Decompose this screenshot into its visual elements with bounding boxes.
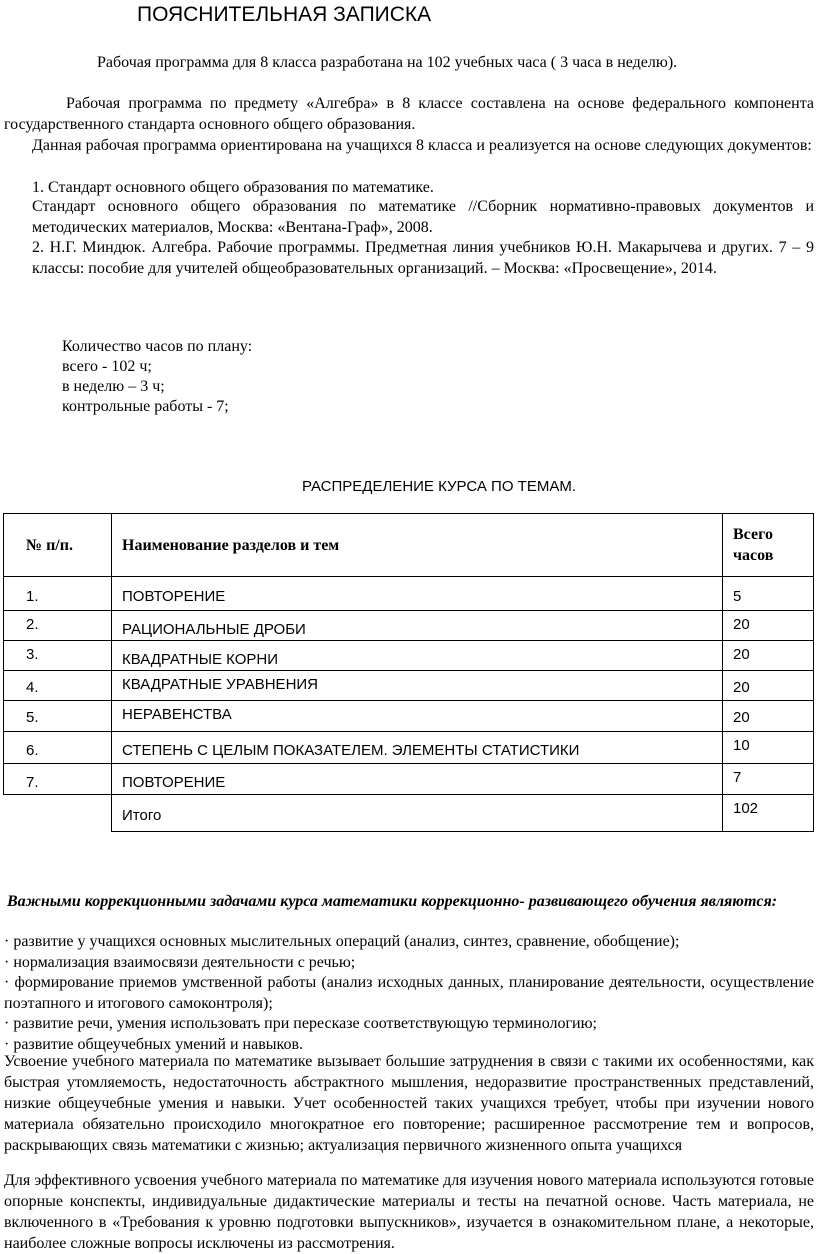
row-hours: 20: [723, 641, 814, 671]
hours-weekly: в неделю – 3 ч;: [62, 378, 165, 395]
row-section: КВАДРАТНЫЕ КОРНИ: [112, 641, 723, 671]
intro-line: Рабочая программа для 8 класса разработана на 102 учебных часа ( 3 часа в неделю).: [97, 54, 678, 71]
row-section: НЕРАВЕНСТВА: [112, 701, 723, 732]
row-number: 5.: [4, 701, 112, 732]
doc-list-item: 2. Н.Г. Миндюк. Алгебра. Рабочие программы. Предметная линия учебников Ю.Н. Макарычева и других. 7 – 9 классы: пособие для учителей общеобразовательных организаций. – Москва: «Просвещение», 2014.: [32, 239, 814, 277]
row-number: 6.: [4, 732, 112, 764]
paragraph-basis: Рабочая программа по предмету «Алгебра» в 8 классе составлена на основе федерального компонента государственного стандарта основного общего образования.: [4, 95, 814, 133]
course-distribution-table: [3, 513, 814, 832]
table-row: [4, 764, 814, 795]
row-number: 2.: [4, 611, 112, 641]
row-hours: 5: [723, 577, 814, 611]
header-number: № п/п.: [4, 514, 112, 577]
doc-list-item: Стандарт основного общего образования по математике //Сборник нормативно-правовых документов и методических материалов, Москва: «Вентана-Граф», 2008.: [32, 198, 814, 236]
row-number: 3.: [4, 641, 112, 671]
distribution-heading: РАСПРЕДЕЛЕНИЕ КУРСА ПО ТЕМАМ.: [302, 478, 576, 495]
paragraph-orientation: Данная рабочая программа ориентирована на учащихся 8 класса и реализуется на основе следующих документов:: [32, 137, 812, 154]
paragraph-learning-difficulties: Усвоение учебного материала по математике вызывает большие затруднения в связи с такими их особенностями, как быстрая утомляемость, недостаточность абстрактного мышления, недоразвитие пространственных представлений, низкие общеучебные умения и навыки. Учет особенностей таких учащихся требует, чтобы при изучении нового материала обязательно происходило многократное его повторение; расширенное рассмотрение тем и вопросов, раскрывающих связь математики с жизнью; актуализация первичного жизненного опыта учащихся: [4, 1053, 814, 1154]
hours-tests: контрольные работы - 7;: [62, 398, 229, 415]
row-hours: 20: [723, 671, 814, 701]
hours-heading: Количество часов по плану:: [62, 338, 253, 355]
table-row: [4, 671, 814, 701]
row-section: РАЦИОНАЛЬНЫЕ ДРОБИ: [112, 611, 723, 641]
row-number: 4.: [4, 671, 112, 701]
total-hours: 102: [723, 795, 814, 832]
header-hours: Всего часов: [723, 514, 814, 577]
hours-total: всего - 102 ч;: [62, 358, 152, 375]
row-section: ПОВТОРЕНИЕ: [112, 577, 723, 611]
correction-item: · нормализация взаимосвязи деятельности с речью;: [4, 954, 356, 971]
row-hours: 20: [723, 701, 814, 732]
row-section: ПОВТОРЕНИЕ: [112, 764, 723, 795]
correction-item: · развитие речи, умения использовать при пересказе соответствующую терминологию;: [4, 1015, 597, 1032]
correction-item: · развитие общеучебных умений и навыков.: [4, 1036, 304, 1053]
row-hours: 10: [723, 732, 814, 764]
document-title: ПОЯСНИТЕЛЬНАЯ ЗАПИСКА: [137, 3, 432, 26]
correction-item: · развитие у учащихся основных мыслительных операций (анализ, синтез, сравнение, обобщение);: [4, 933, 680, 950]
doc-list-item: 1. Стандарт основного общего образования по математике.: [32, 179, 434, 196]
paragraph-effective-learning: Для эффективного усвоения учебного материала по математике для изучения нового материала используются готовые опорные конспекты, индивидуальные дидактические материалы и тесты на печатной основе. Часть материала, не включенного в «Требования к уровню подготовки выпускников», изучается в ознакомительном плане, а некоторые, наиболее сложные вопросы исключены из рассмотрения.: [4, 1172, 814, 1252]
table-total-row: [4, 795, 814, 832]
row-hours: 7: [723, 764, 814, 795]
header-section: Наименование разделов и тем: [112, 514, 723, 577]
correction-item: · формирование приемов умственной работы (анализ исходных данных, планирование деятельности, осуществление поэтапного и итогового самоконтроля);: [4, 974, 814, 1012]
table-row: [4, 611, 814, 641]
table-header-row: [4, 514, 814, 577]
row-section: КВАДРАТНЫЕ УРАВНЕНИЯ: [112, 671, 723, 701]
row-hours: 20: [723, 611, 814, 641]
row-number: 7.: [4, 764, 112, 795]
table-row: [4, 577, 814, 611]
correction-heading: Важными коррекционными задачами курса математики коррекционно- развивающего обучения являются:: [7, 893, 778, 910]
row-section: СТЕПЕНЬ С ЦЕЛЫМ ПОКАЗАТЕЛЕМ. ЭЛЕМЕНТЫ СТАТИСТИКИ: [112, 732, 723, 764]
total-label: Итого: [112, 795, 723, 832]
table-row: [4, 732, 814, 764]
row-number: 1.: [4, 577, 112, 611]
table-row: [4, 701, 814, 732]
total-number: [4, 795, 112, 832]
table-row: [4, 641, 814, 671]
